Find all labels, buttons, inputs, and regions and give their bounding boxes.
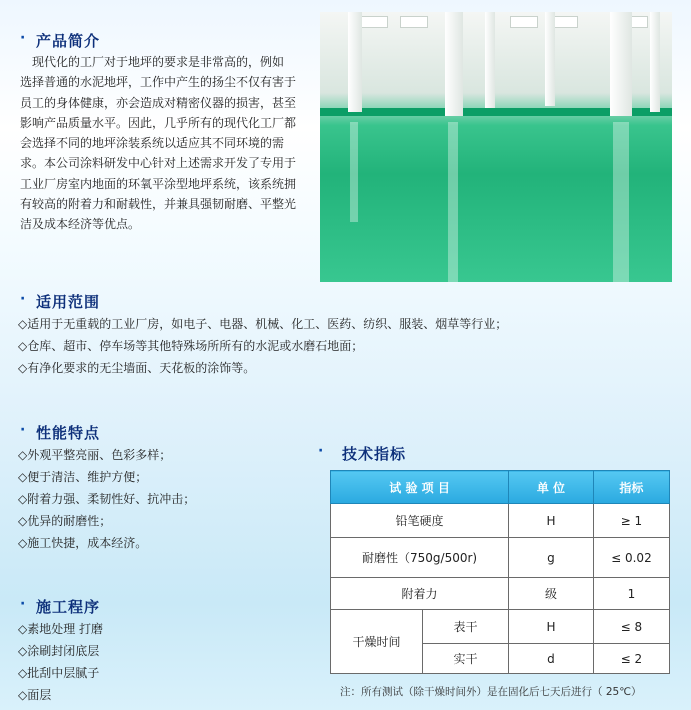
row-unit: 级	[509, 578, 594, 610]
intro-line: 有较高的附着力和耐载性，并兼具强韧耐磨、平整光	[20, 197, 297, 212]
row-unit: H	[509, 504, 594, 538]
row-value: ≤ 2	[593, 644, 669, 674]
feature-item: ◇附着力强、柔韧性好、抗冲击；	[18, 492, 196, 506]
row-unit: d	[509, 644, 594, 674]
specs-heading: 技术指标	[342, 445, 407, 463]
row-value: 1	[593, 578, 669, 610]
spec-footnote: 注：所有测试（除干燥时间外）是在固化后七天后进行（ 25℃）	[340, 686, 642, 698]
header-item: 试 验 项 目	[331, 471, 509, 504]
dry-sub-name: 表干	[422, 610, 508, 644]
feature-item: ◇便于清洁、维护方便；	[18, 470, 148, 484]
scope-item: ◇仓库、超市、停车场等其他特殊场所所有的水泥或水磨石地面；	[18, 339, 364, 353]
header-unit: 单 位	[509, 471, 594, 504]
scope-item: ◇有净化要求的无尘墙面、天花板的涂饰等。	[18, 361, 256, 375]
feature-item: ◇优异的耐磨性；	[18, 514, 112, 528]
row-value: ≥ 1	[593, 504, 669, 538]
row-value: ≤ 8	[593, 610, 669, 644]
intro-line: 工业厂房室内地面的环氧平涂型地坪系统，该系统拥	[20, 176, 297, 191]
row-item: 铅笔硬度	[331, 504, 509, 538]
row-item: 耐磨性（750g/500r)	[331, 538, 509, 578]
scope-bullet: ·	[20, 291, 26, 307]
features-heading: 性能特点	[36, 424, 101, 442]
feature-item: ◇外观平整亮丽、色彩多样；	[18, 448, 172, 462]
intro-line: 影响产品质量水平。因此，几乎所有的现代化工厂都	[20, 115, 297, 130]
row-unit: g	[509, 538, 594, 578]
intro-line: 选择普通的水泥地坪，工作中产生的扬尘不仅有害于	[20, 75, 297, 90]
spec-header-row	[331, 471, 670, 504]
process-item: ◇面层	[18, 688, 52, 702]
factory-floor-photo	[320, 12, 672, 282]
table-row	[331, 538, 670, 578]
feature-item: ◇施工快捷，成本经济。	[18, 536, 148, 550]
intro-paragraph	[20, 52, 316, 235]
table-row	[331, 610, 670, 644]
dry-time-label: 干燥时间	[331, 610, 423, 674]
intro-line: 会选择不同的地坪涂装系统以适应其不同环境的需	[20, 136, 285, 151]
intro-line: 员工的身体健康，亦会造成对精密仪器的损害，甚至	[20, 95, 297, 110]
scope-heading: 适用范围	[36, 293, 101, 311]
process-item: ◇涂刷封闭底层	[18, 644, 100, 658]
intro-bullet: ·	[20, 30, 26, 46]
process-bullet: ·	[20, 596, 26, 612]
row-item: 附着力	[331, 578, 509, 610]
header-value: 指标	[593, 471, 669, 504]
intro-line: 求。本公司涂料研发中心针对上述需求开发了专用于	[20, 156, 297, 171]
specs-bullet: ·	[318, 443, 324, 459]
intro-heading: 产品简介	[36, 32, 101, 50]
features-bullet: ·	[20, 422, 26, 438]
process-heading: 施工程序	[36, 598, 101, 616]
intro-line: 洁及成本经济等优点。	[20, 217, 141, 232]
table-row	[331, 578, 670, 610]
spec-table	[330, 470, 670, 674]
process-item: ◇批刮中层腻子	[18, 666, 100, 680]
intro-line: 现代化的工厂对于地坪的要求是非常高的，例如	[20, 55, 285, 69]
dry-sub-name: 实干	[422, 644, 508, 674]
process-item: ◇素地处理 打磨	[18, 622, 104, 636]
row-unit: H	[509, 610, 594, 644]
row-value: ≤ 0.02	[593, 538, 669, 578]
scope-item: ◇适用于无重载的工业厂房，如电子、电器、机械、化工、医药、纺织、服装、烟草等行业；	[18, 317, 508, 331]
table-row	[331, 504, 670, 538]
